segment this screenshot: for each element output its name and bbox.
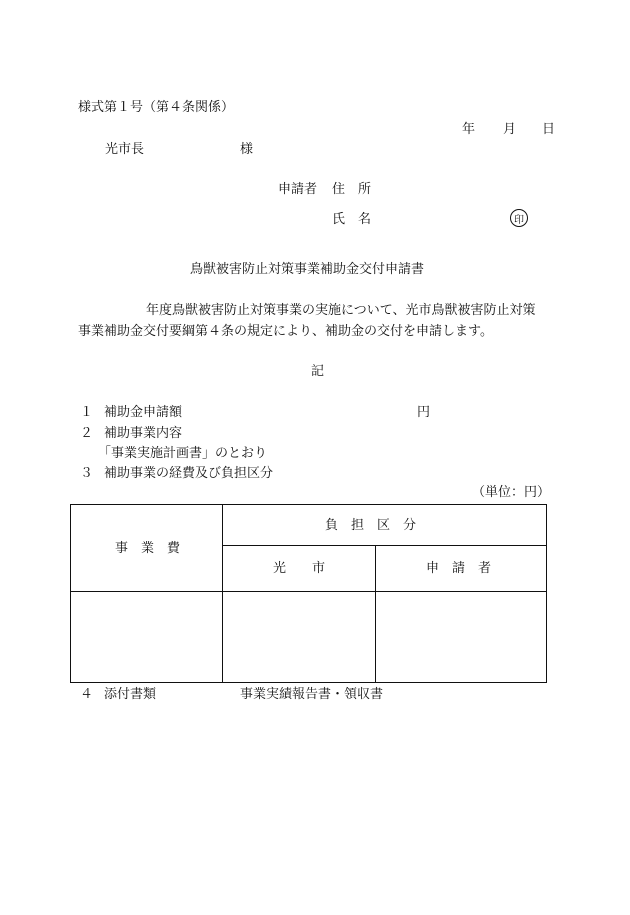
item3-label: 補助事業の経費及び負担区分 (104, 466, 274, 481)
seal-mark (510, 209, 528, 227)
table-cell-applicant[interactable] (376, 592, 547, 682)
body-line-2: 事業補助金交付要綱第４条の規定により、補助金の交付を申請します。 (78, 324, 493, 339)
item3-number: ３ (80, 466, 94, 481)
addressee-honorific: 様 (240, 142, 254, 157)
date-year: 年 (462, 122, 476, 137)
address-label: 住 所 (332, 182, 372, 197)
document-title: 鳥獣被害防止対策事業補助金交付申請書 (190, 262, 425, 277)
item2-number: ２ (80, 426, 94, 441)
item4-value: 事業実績報告書・領収書 (240, 687, 384, 702)
seal-char: 印 (514, 214, 524, 226)
item2-detail: 「事業実施計画書」のとおり (98, 446, 268, 461)
body-line-1: 年度鳥獣被害防止対策事業の実施について、光市鳥獣被害防止対策 (146, 303, 536, 318)
item4-label: 添付書類 (104, 687, 157, 702)
cost-table (70, 504, 547, 683)
table-cell-city[interactable] (223, 592, 375, 682)
item1-label: 補助金申請額 (104, 405, 183, 420)
table-header-project-cost: 事 業 費 (115, 541, 181, 556)
form-number: 様式第１号（第４条関係） (78, 100, 235, 115)
item1-number: １ (80, 405, 94, 420)
addressee-name: 光市長 (105, 142, 145, 157)
table-cell-project-cost[interactable] (71, 592, 222, 682)
table-header-city: 光 市 (273, 561, 326, 576)
table-hline-sub (222, 545, 547, 546)
date-day: 日 (542, 122, 556, 137)
name-label: 氏 名 (332, 212, 372, 227)
item4-number: ４ (80, 687, 94, 702)
date-month: 月 (503, 122, 517, 137)
table-header-applicant: 申 請 者 (426, 561, 492, 576)
unit-note: （単位：円） (472, 485, 551, 500)
item2-label: 補助事業内容 (104, 426, 183, 441)
item1-unit: 円 (417, 405, 431, 420)
ki-heading: 記 (311, 364, 325, 379)
table-header-burden-division: 負 担 区 分 (325, 518, 417, 533)
applicant-label: 申請者 (278, 182, 318, 197)
